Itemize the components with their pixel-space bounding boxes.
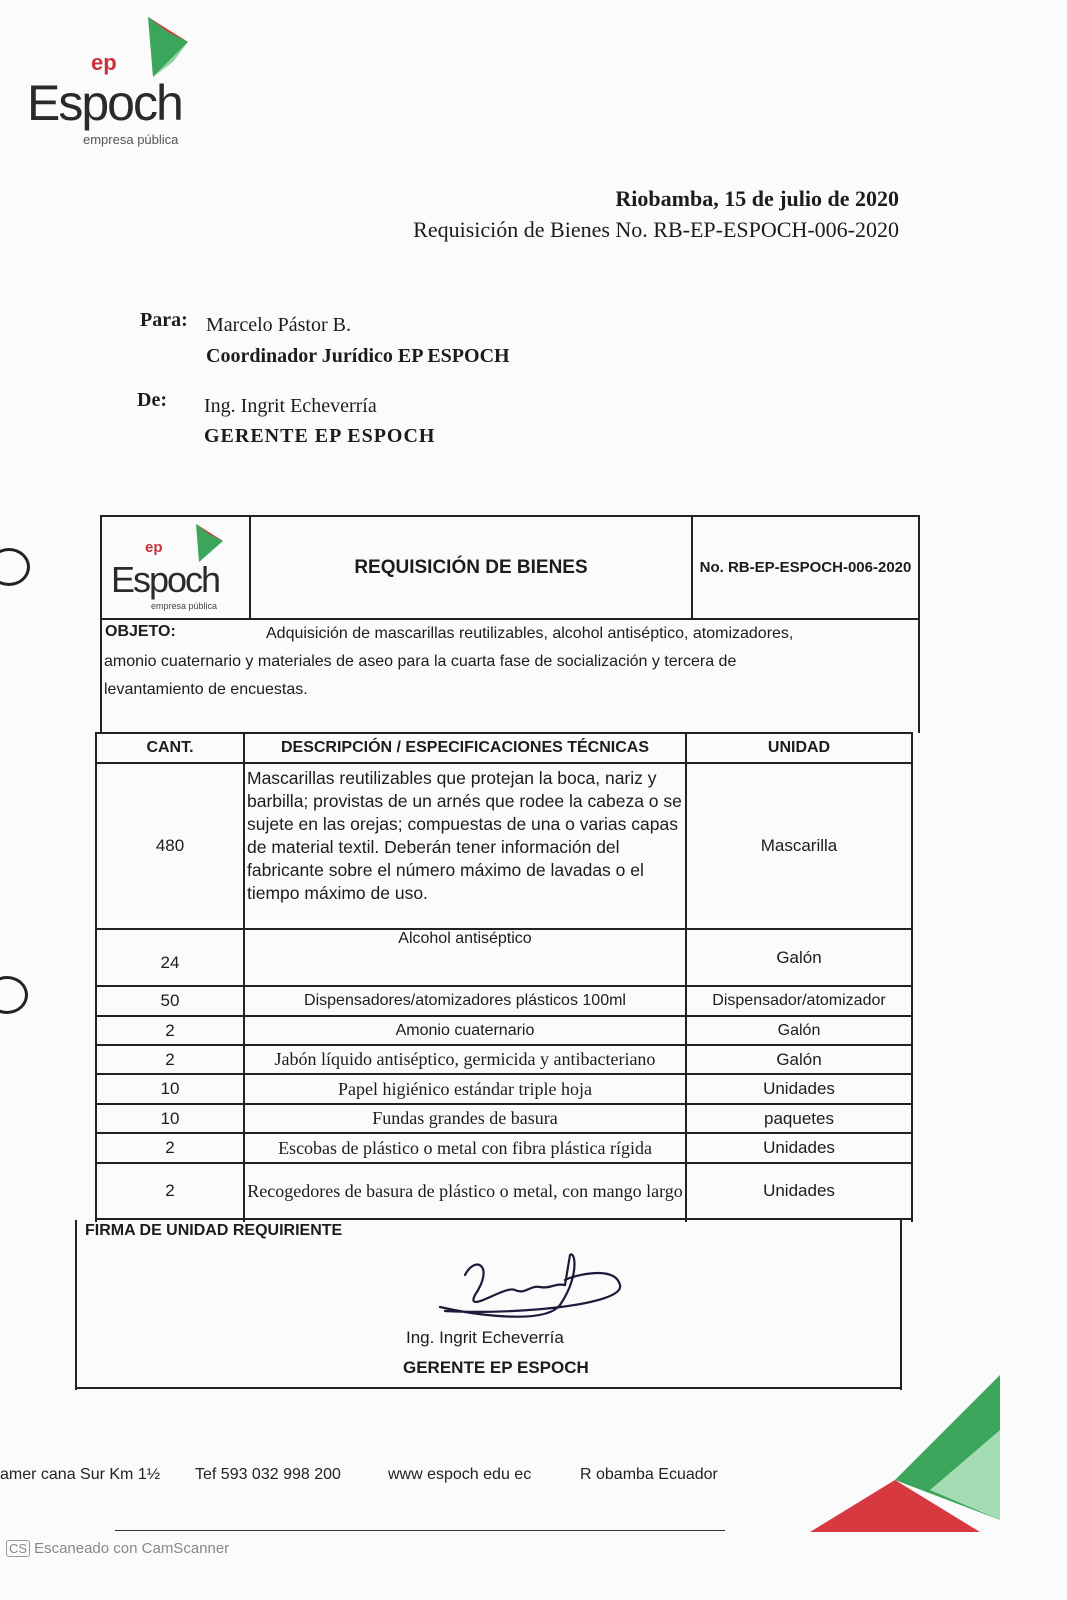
requisition-form <box>75 515 920 1390</box>
para-title: Coordinador Jurídico EP ESPOCH <box>206 345 510 367</box>
camscanner-watermark <box>6 1540 229 1557</box>
table-cell-unidad: Unidades <box>763 1138 835 1157</box>
objeto-line-3: levantamiento de encuestas. <box>104 681 308 698</box>
camscanner-icon: CS <box>6 1540 30 1557</box>
objeto-label: OBJETO: <box>105 623 176 640</box>
form-number: No. RB-EP-ESPOCH-006-2020 <box>699 559 912 576</box>
column-header-cant: CANT. <box>146 739 194 756</box>
table-cell-unidad: Unidades <box>763 1079 835 1098</box>
table-cell-cant: 10 <box>160 1108 180 1128</box>
footer-address: amer cana Sur Km 1½ <box>0 1466 161 1483</box>
table-cell-cant: 2 <box>165 1020 175 1040</box>
footer-divider <box>115 1530 725 1531</box>
table-cell-cant: 480 <box>155 836 185 855</box>
table-cell-unidad: Galón <box>776 1049 822 1069</box>
table-cell-desc: Fundas grandes de basura <box>372 1108 558 1128</box>
punch-hole <box>0 548 30 586</box>
form-logo-subtitle: empresa pública <box>151 601 218 611</box>
table-cell-cant: 24 <box>160 953 180 972</box>
footer-phone: Tef 593 032 998 200 <box>195 1466 341 1483</box>
table-cell-unidad: Galón <box>777 1021 821 1039</box>
signer-title: GERENTE EP ESPOCH <box>403 1358 589 1377</box>
column-header-descripcion: DESCRIPCIÓN / ESPECIFICACIONES TÉCNICAS <box>280 739 650 756</box>
corner-decoration-triangles <box>810 1370 1067 1540</box>
handwritten-signature <box>435 1245 635 1335</box>
table-cell-desc: Recogedores de basura de plástico o metal, con mango largo <box>247 1180 683 1201</box>
espoch-logo <box>25 12 225 162</box>
firma-label: FIRMA DE UNIDAD REQUIRIENTE <box>85 1222 343 1239</box>
objeto-line-1: Adquisición de mascarillas reutilizables, alcohol antiséptico, atomizadores, <box>266 625 794 642</box>
form-logo-ep-mark: ep <box>145 539 163 556</box>
table-cell-cant: 2 <box>165 1049 175 1069</box>
table-cell-unidad: Mascarilla <box>760 836 838 855</box>
para-label: Para: <box>140 309 188 331</box>
form-title: REQUISICIÓN DE BIENES <box>354 556 588 578</box>
form-logo <box>105 519 245 617</box>
footer-city: R obamba Ecuador <box>580 1466 718 1483</box>
punch-hole <box>0 976 28 1014</box>
table-cell-cant: 10 <box>160 1079 180 1098</box>
table-cell-unidad: Dispensador/atomizador <box>712 992 886 1009</box>
table-cell-cant: 2 <box>165 1138 175 1157</box>
signer-name: Ing. Ingrit Echeverría <box>406 1328 564 1347</box>
form-logo-wordmark: Espoch <box>111 559 220 600</box>
table-cell-unidad: Unidades <box>763 1181 835 1200</box>
table-cell-cant: 50 <box>160 991 180 1010</box>
de-label: De: <box>137 389 167 411</box>
table-cell-desc: Mascarillas reutilizables que protejan la boca, nariz y barbilla; provistas de un arnés que rodee la cabeza o se sujete en las orejas; compuestas de una o varias capas de material textil. Deberán tener información del fabricante sobre el número máximo de lavadas o el tiempo máximo de uso. <box>247 768 682 903</box>
de-name: Ing. Ingrit Echeverría <box>204 395 377 417</box>
logo-wordmark: Espoch <box>27 75 182 131</box>
table-cell-unidad: paquetes <box>764 1108 834 1128</box>
camscanner-text: Escaneado con CamScanner <box>34 1540 230 1557</box>
table-cell-desc: Dispensadores/atomizadores plásticos 100ml <box>304 992 626 1009</box>
table-cell-desc: Escobas de plástico o metal con fibra plástica rígida <box>278 1137 652 1158</box>
table-cell-desc: Alcohol antiséptico <box>398 930 532 947</box>
logo-triangle-icon <box>143 12 213 82</box>
para-name: Marcelo Pástor B. <box>206 314 351 336</box>
footer-website: www espoch edu ec <box>388 1466 532 1483</box>
table-cell-desc: Jabón líquido antiséptico, germicida y antibacteriano <box>274 1049 656 1069</box>
document-date: Riobamba, 15 de julio de 2020 <box>615 186 899 211</box>
logo-subtitle: empresa pública <box>83 132 179 147</box>
requisition-number: Requisición de Bienes No. RB-EP-ESPOCH-006-2020 <box>413 217 899 242</box>
table-cell-unidad: Galón <box>776 947 822 967</box>
table-cell-desc: Amonio cuaternario <box>395 1021 535 1039</box>
table-cell-cant: 2 <box>165 1181 175 1200</box>
objeto-line-2: amonio cuaternario y materiales de aseo para la cuarta fase de socialización y tercera de <box>104 653 737 670</box>
column-header-unidad: UNIDAD <box>767 739 831 756</box>
table-cell-desc: Papel higiénico estándar triple hoja <box>338 1078 592 1099</box>
de-title: GERENTE EP ESPOCH <box>204 425 436 447</box>
logo-ep-mark: ep <box>91 50 117 75</box>
